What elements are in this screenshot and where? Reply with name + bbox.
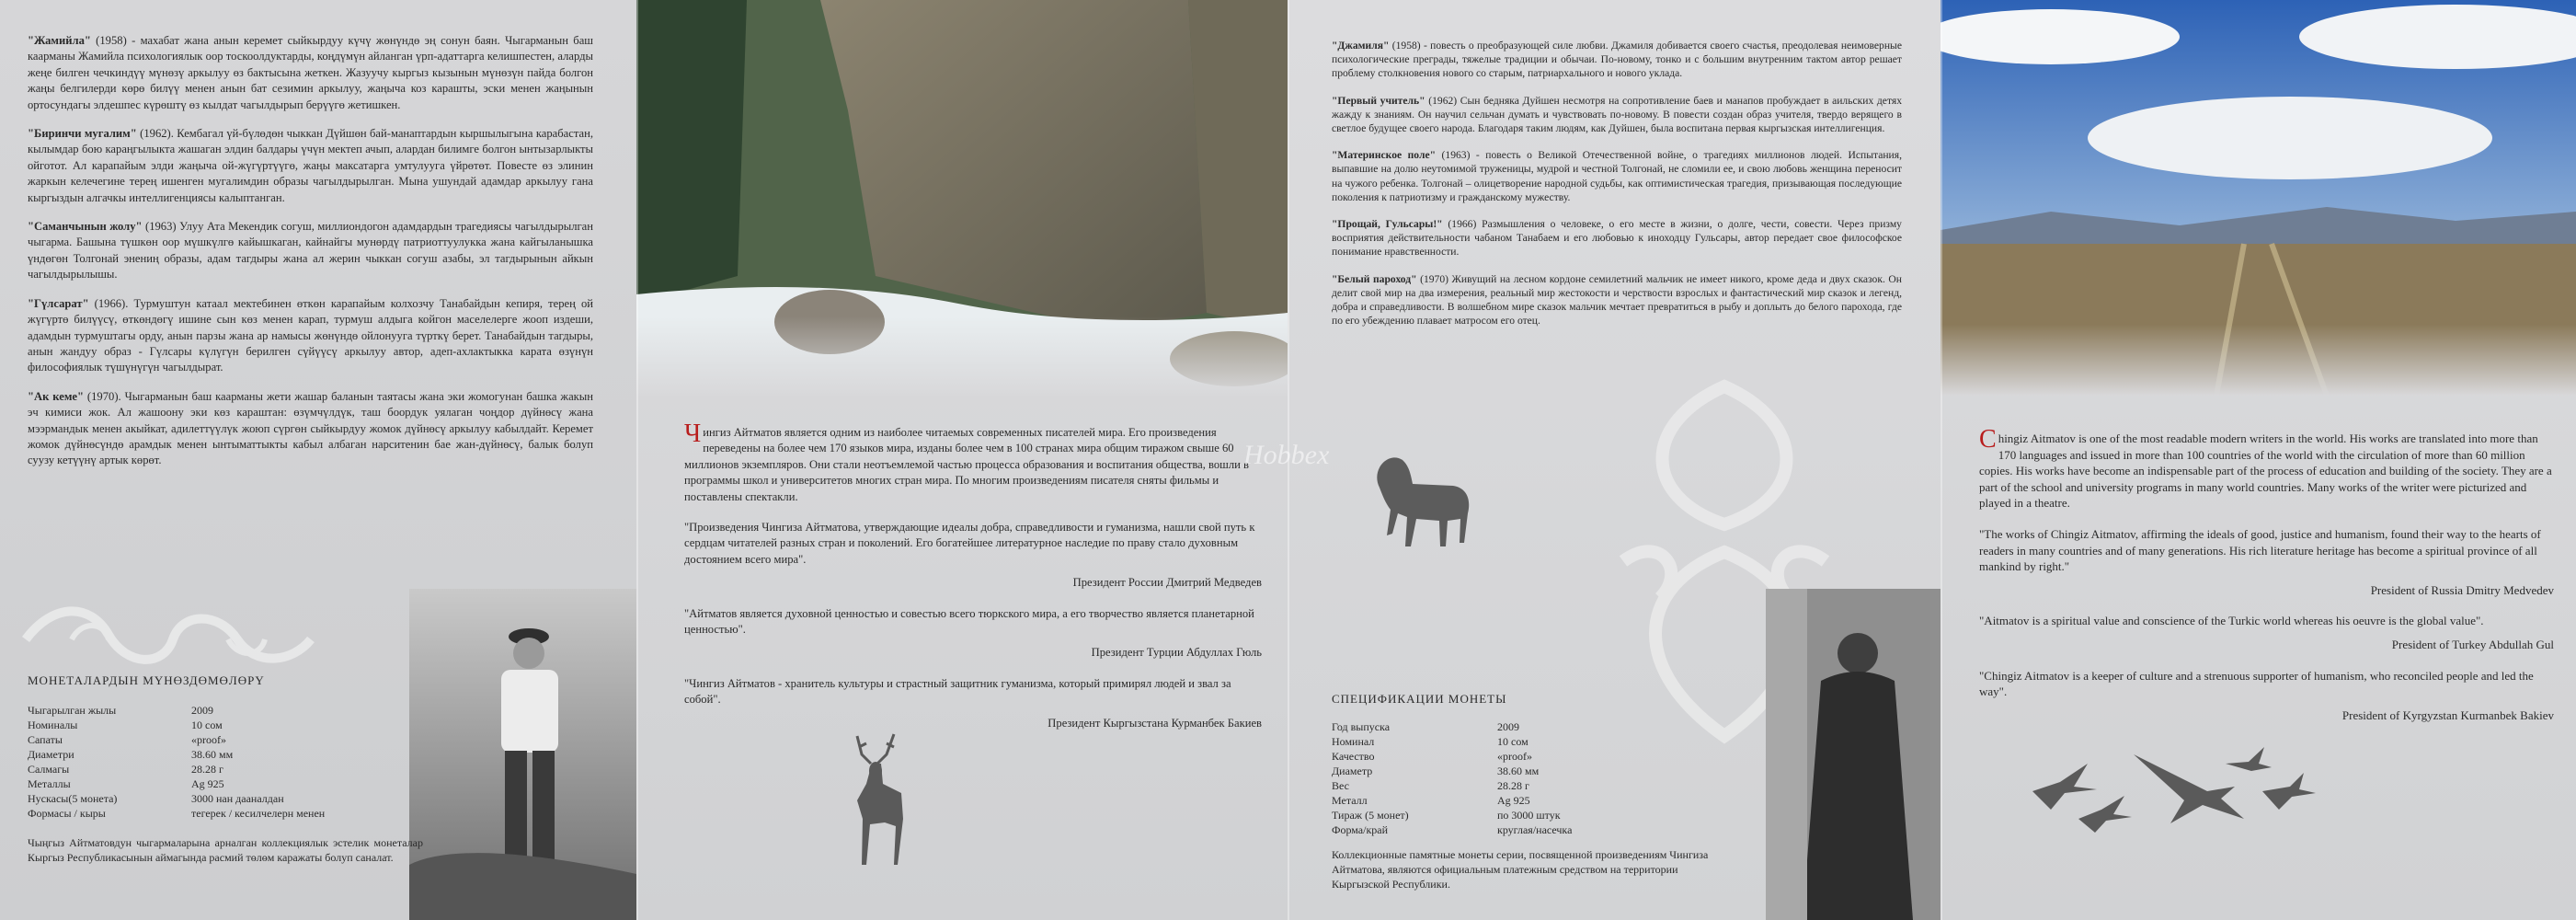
quote — [1979, 613, 2554, 629]
work-title: "Белый пароход" — [1332, 272, 1417, 285]
deer-silhouette-icon — [830, 727, 922, 874]
panel-kyrgyz-works — [0, 0, 636, 920]
spec-row — [28, 703, 325, 718]
spec-value: 10 сом — [1497, 735, 1528, 748]
intro-paragraph — [684, 420, 1262, 505]
spec-label: Металлы — [28, 777, 71, 790]
work-title: "Материнское поле" — [1332, 149, 1437, 162]
work-paragraph — [1332, 148, 1902, 204]
intro-text-russian — [684, 420, 1262, 731]
coin-specs-table — [1332, 719, 1572, 837]
spec-row — [28, 747, 325, 762]
quote — [684, 606, 1262, 638]
work-description: (1966) Размышления о человеке, о его месте в жизни, о долге, чести, совести. Через призму восприятия действительности чабаном Танабаем и его любовью к иноходцу Гульсары, автор передает свое философское понимание нравственности. — [1332, 218, 1902, 259]
steppe-landscape-photo — [1941, 0, 2576, 396]
panel-russian-intro — [636, 0, 1288, 920]
work-description: (1958) - повесть о преобразующей силе любви. Джамиля добивается своего счастья, преодолевая неимоверные психологические преграды, тяжелые традиции и обычаи. По-новому, тонко и с большим внутренним тактом автор решает проблему столкновения нового со старым, патриархального и нового уклада. — [1332, 40, 1902, 80]
works-list-russian — [1332, 39, 1902, 340]
spec-label: Номиналы — [28, 719, 78, 731]
quote-author: President of Russia Dmitry Medvedev — [2370, 582, 2554, 597]
flying-birds-icon — [2023, 736, 2345, 846]
spec-label: Диаметри — [28, 748, 74, 761]
work-paragraph — [1332, 217, 1902, 259]
quote-author: President of Kyrgyzstan Kurmanbek Bakiev — [2341, 707, 2554, 722]
work-title: "Ак кеме" — [28, 389, 84, 403]
work-paragraph — [1332, 39, 1902, 81]
spec-row — [1332, 749, 1572, 764]
spec-row — [1332, 808, 1572, 822]
spec-row — [28, 806, 325, 821]
work-description: (1970). Чыгарманын баш каарманы жети жашар баланын таятасы жана эки жомогунан башка жакын эч кимиси жок. Ал жашоону эки көз караштан: өзүмчүлдүк, таш боордук уялаган чоңдор дүйнөсү жана мээрмандык менен акыйкат, адилеттүүлүк жоюп сүргөн сыйкырдуу жомок дүйнөсү аркылуу кабылдайт. Керемет жомок дүйнөсүндө арамдык менен ынтыматтыкты кабыл албаган нарситенин бае жан-дүйнөсү, балык болуп суузу кетүүнү артык көрөт. — [28, 389, 593, 467]
spec-label: Сапаты — [28, 733, 63, 746]
spec-label: Номинал — [1332, 735, 1375, 748]
spec-value: 38.60 мм — [191, 748, 234, 761]
spec-value: 3000 нан дааналдан — [191, 792, 284, 805]
spec-row — [1332, 822, 1572, 837]
spec-value: «proof» — [191, 733, 226, 746]
work-paragraph — [28, 33, 593, 113]
coin-specs-title: МОНЕТАЛАРДЫН МҮНӨЗДӨМӨЛӨРҮ — [28, 673, 265, 687]
quote — [1979, 526, 2554, 575]
spec-value: Ag 925 — [191, 777, 224, 790]
quote-text: "Произведения Чингиза Айтматова, утверждающие идеалы добра, справедливости и гуманизма, нашли свой путь к сердцам читателей разных стран и поколений. Его богатейшее литературное наследие по праву стало духовным достоянием всего мира". — [684, 521, 1255, 566]
work-description: (1958) - махабат жана анын керемет сыйкырдуу күчү жөнүндө эң сонун баян. Чыгарманын баш каарманы Жамийла психологиялык оор тоскоолдуктарды, коңдүмүн айланган үрп-адаттарга келишпестен, аларды жеңе билген чечкиндүү мүнөзү аркылуу өз бактысына жеткен. Жазуучу кыргыз кызынын мүнөзүн пайда болгон жаңы белгилерди көрө билүү менен анын бат сезимин аркылуу, жаңыча коз карашты, эски менен жаңынын ортосундагы элдешпес күрөштү өз кылдат чагылдырып берүүгө жетишкен. — [28, 34, 593, 111]
spec-value: 38.60 мм — [1497, 765, 1540, 777]
watermark: Hobbex — [1243, 440, 1330, 470]
intro-body: hingiz Aitmatov is one of the most readable modern writers in the world. His works are translated into more than 170 languages and issued in more than 100 countries of the world with the circulation of more than 60 million copies. His works have become an indispensable part of the process of education and building of the society. They are a part of the school and university programs in many world countries. Many works of the writer were picturized and played in a theatre. — [1979, 431, 2552, 511]
spec-label: Формасы / кыры — [28, 807, 106, 820]
intro-body: ингиз Айтматов является одним из наиболее читаемых современных писателей мира. Его произведения переведены на более чем 170 языков мира, изданы более чем в 100 странах мира общим тиражом свыше 60 миллионов экземпляров. Они стали неотъемлемой частью процесса образования и воспитания общества, вошли в программы школ и университетов многих стран мира. По многим произведениям писателя сняты фильмы и поставлены спектакли. — [684, 426, 1249, 503]
legal-tender-note: Коллекционные памятные монеты серии, посвященной произведениям Чингиза Айтматова, являются официальным платежным средством на территории Кыргызской Республики. — [1332, 848, 1709, 891]
work-paragraph — [28, 219, 593, 283]
work-title: "Первый учитель" — [1332, 94, 1425, 107]
spec-row — [28, 762, 325, 776]
work-paragraph — [1332, 94, 1902, 136]
ornament-icon — [17, 598, 320, 681]
spec-value: тегерек / кесилчелерн менен — [191, 807, 326, 820]
spec-row — [1332, 734, 1572, 749]
work-title: "Жамийла" — [28, 34, 91, 47]
boy-figure-icon — [409, 589, 636, 920]
work-paragraph — [28, 296, 593, 376]
spec-label: Тираж (5 монет) — [1332, 809, 1409, 822]
spec-value: «proof» — [1497, 750, 1532, 763]
spec-row — [1332, 793, 1572, 808]
spec-row — [1332, 764, 1572, 778]
work-paragraph — [28, 389, 593, 469]
spec-value: 10 сом — [191, 719, 223, 731]
spec-label: Диаметр — [1332, 765, 1373, 777]
quote-author: Президент Кыргызстана Курманбек Бакиев — [1048, 716, 1262, 730]
woman-photo — [1766, 589, 1941, 920]
work-paragraph — [1332, 272, 1902, 328]
spec-value: 2009 — [191, 704, 213, 717]
works-list-kyrgyz — [28, 33, 593, 482]
quote-text: "Aitmatov is a spiritual value and conscience of the Turkic world whereas his oeuvre is the global value". — [1979, 614, 2484, 628]
spec-label: Чыгарылган жылы — [28, 704, 117, 717]
spec-value: по 3000 штук — [1497, 809, 1561, 822]
mountain-river-photo — [636, 0, 1288, 396]
spec-label: Нускасы(5 монета) — [28, 792, 118, 805]
work-title: "Гүлсарат" — [28, 296, 89, 310]
work-title: "Биринчи мугалим" — [28, 127, 137, 141]
quote — [684, 676, 1262, 708]
quote-author: Президент России Дмитрий Медведев — [1072, 576, 1262, 590]
spec-label: Год выпуска — [1332, 720, 1391, 733]
work-title: "Саманчынын жолу" — [28, 220, 143, 234]
quote-author: President of Turkey Abdullah Gul — [2391, 637, 2554, 651]
quote-author: Президент Турции Абдуллах Гюль — [1091, 646, 1262, 660]
quote — [684, 520, 1262, 568]
spec-row — [28, 776, 325, 791]
work-paragraph — [28, 126, 593, 206]
panel-english-intro — [1941, 0, 2576, 920]
coin-specs-table — [28, 703, 325, 821]
drop-cap: C — [1979, 425, 1997, 454]
spec-value: 28.28 г — [1497, 779, 1529, 792]
quote-text: "Айтматов является духовной ценностью и совестью всего тюркского мира, а его творчество является планетарной ценностью". — [684, 606, 1254, 637]
spec-label: Форма/край — [1332, 823, 1389, 836]
work-description: (1963) - повесть о Великой Отечественной войне, о трагедиях миллионов людей. Испытания, выпавшие на долю неутомимой труженицы, мудрой и честной Толгонай, не сломили ее, и свою любовь женщина переносит на чужого ребенка. Толгонай – олицетворение народной судьбы, как оптимистическая трагедия, призывающая последующие поколения к патриотизму и гражданскому мужеству. — [1332, 149, 1902, 203]
intro-paragraph — [1979, 425, 2554, 512]
work-title: "Прощай, Гульсары!" — [1332, 218, 1443, 231]
legal-tender-note: Чыңгыз Айтматовдун чыгармаларына арналган коллекциялык эстелик монеталар Кыргыз Республикасынын аймагында расмий төлөм каражаты болуп саналат. — [28, 836, 423, 864]
panel-russian-works — [1288, 0, 1941, 920]
spec-value: Ag 925 — [1497, 794, 1530, 807]
spec-value: 2009 — [1497, 720, 1519, 733]
horse-silhouette-icon — [1352, 432, 1490, 570]
spec-row — [1332, 778, 1572, 793]
coin-specs-title: СПЕЦИФИКАЦИИ МОНЕТЫ — [1332, 692, 1507, 706]
fold-line — [636, 0, 638, 920]
spec-value: круглая/насечка — [1497, 823, 1573, 836]
quote-text: "The works of Chingiz Aitmatov, affirming the ideals of good, justice and humanism, found their way to the hearts of readers in many countries and of many generations. His rich literature heritage has become a spiritual province of all mankind by right." — [1979, 526, 2541, 574]
work-description: (1962). Кембагал үй-бүлөдөн чыккан Дүйшөн бай-манаптардын кыршылыгына карабастан, кылымдар бою караңгылыкта жашаган элдин балдары үчүн мектеп ачып, алардан билимге болгон ынтызарлыкты ойготот. Ал карапайым элди жаңыча ой-жүгүртүүгө, жаңы максатарга умтулууга үйрөтөт. Повесте өз элинин жаркын келечегине терең ишенген мугалимдин образы чагылдырылган. Мына ушундай адамдар аркылуу гана кыргыздын алгачкы интеллигенциясы калыптанган. — [28, 127, 593, 204]
spec-value: 28.28 г — [191, 763, 223, 776]
work-description: (1966). Турмуштун катаал мектебинен өткөн карапайым колхозчу Танабайдын кепиря, терең ой жүгүртө билүүсү, өткөндөгү ишине сын көз менен карап, турмуш алдыга койгон маселелерге жооп издеши, адамдын турмуштагы орду, анын парзы жана ар намысы жөнүндө ойлонууга түрткү берет. Танабайдын тагдыры, анын жандуу образ - Гүлсары күлүгүн берилген сүйүүсү аркылуу автор, адеп-ахлактыкка карата өзүнүн философиялык түшүнүгүн чагылдырат. — [28, 296, 593, 374]
boy-photo — [409, 589, 636, 920]
spec-row — [28, 718, 325, 732]
quote-text: "Chingiz Aitmatov is a keeper of culture and a strenuous supporter of humanism, who reconciled people and led the way". — [1979, 668, 2534, 699]
spec-label: Вес — [1332, 779, 1349, 792]
spec-row — [28, 732, 325, 747]
woman-figure-icon — [1766, 589, 1941, 920]
work-title: "Джамиля" — [1332, 40, 1390, 52]
spec-label: Салмагы — [28, 763, 70, 776]
spec-row — [28, 791, 325, 806]
spec-label: Металл — [1332, 794, 1368, 807]
work-description: (1962) Сын бедняка Дуйшен несмотря на сопротивление баев и манапов пробуждает в аильских детях жажду к знаниям. Он научил сельчан думать и чувствовать по-новому. В повести создан образ учителя, твердо верящего в светлое будущее своего народа. Благодаря таким людям, как Дуйшен, была воспитана первая кыргызская интеллигенция. — [1332, 94, 1902, 135]
quote — [1979, 668, 2554, 700]
work-description: (1963) Улуу Ата Мекендик согуш, миллиондогон адамдардын трагедиясы чагылдырылган чыгарма. Башына түшкөн оор мүшкүлгө кайышкаган, кайнайгы мунөрдү патриоттуулукка жана кайгыланышка үндөгөн Толгонай энениң образы, адам тагдыры жана ал жерин чыккан согуш азабы, эл тагдырынын айкын чагылдырылышы. — [28, 220, 593, 282]
spec-label: Качество — [1332, 750, 1375, 763]
spec-row — [1332, 719, 1572, 734]
intro-text-english — [1979, 425, 2554, 723]
fold-line — [1941, 0, 1942, 920]
work-description: (1970) Живущий на лесном кордоне семилетний мальчик не имеет никого, кроме деда и двух сказок. Он делит свой мир на два измерения, реальный мир жестокости и черствости взрослых и фантастический мир сказок и легенд, добра и справедливости. В волшебном мире сказок мальчик мечтает превратиться в рыбу и доплыть до белого парохода, где по его убеждению плавает матросом его отец. — [1332, 272, 1902, 328]
drop-cap: Ч — [684, 420, 702, 448]
quote-text: "Чингиз Айтматов - хранитель культуры и страстный защитник гуманизма, который примирял людей и звал за собой". — [684, 676, 1231, 707]
